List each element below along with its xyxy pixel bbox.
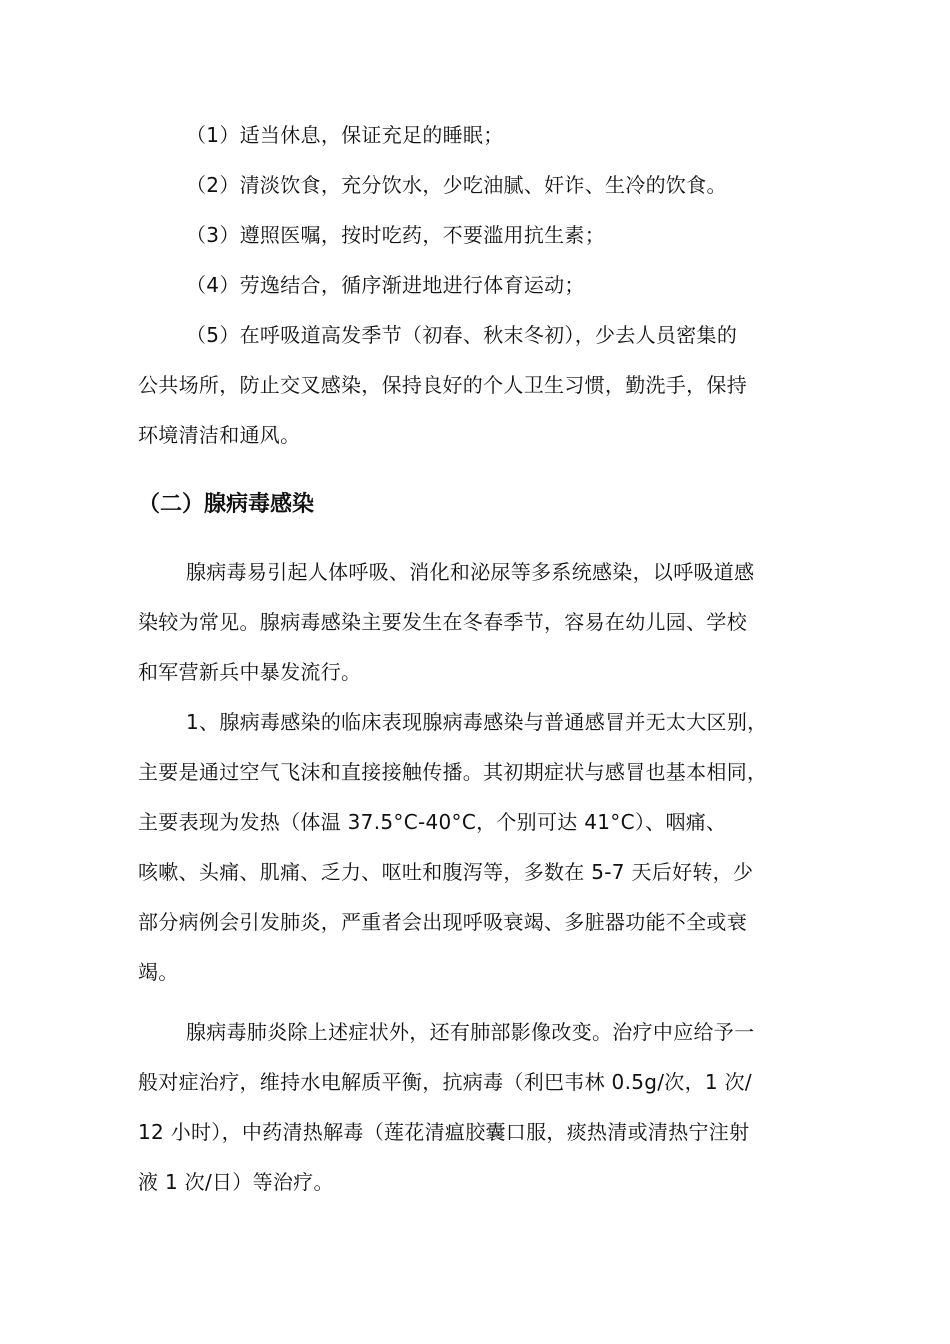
para2-line-1: 1、腺病毒感染的临床表现腺病毒感染与普通感冒并无太大区别，: [186, 710, 768, 734]
para3-line-1: 腺病毒肺炎除上述症状外，还有肺部影像改变。治疗中应给予一: [186, 1020, 755, 1044]
para2-line-5: 部分病例会引发肺炎，严重者会出现呼吸衰竭、多脏器功能不全或衰: [138, 910, 747, 934]
para2-line-3: 主要表现为发热（体温 37.5°C-40°C，个别可达 41°C）、咽痛、: [138, 810, 727, 834]
section-heading: （二）腺病毒感染: [138, 492, 315, 517]
para1-line-1: 腺病毒易引起人体呼吸、消化和泌尿等多系统感染，以呼吸道感: [186, 560, 755, 584]
para2-line-6: 竭。: [138, 960, 179, 984]
para3-line-2: 般对症治疗，维持水电解质平衡，抗病毒（利巴韦林 0.5g/次，1 次/: [138, 1070, 752, 1094]
para1-line-3: 和军营新兵中暴发流行。: [138, 660, 362, 684]
advice-item-4: （4）劳逸结合，循序渐进地进行体育运动；: [186, 273, 585, 297]
advice-item-5-line-2: 公共场所，防止交叉感染，保持良好的个人卫生习惯，勤洗手，保持: [138, 373, 747, 397]
para1-line-2: 染较为常见。腺病毒感染主要发生在冬春季节，容易在幼儿园、学校: [138, 610, 747, 634]
para2-line-4: 咳嗽、头痛、肌痛、乏力、呕吐和腹泻等，多数在 5-7 天后好转，少: [138, 860, 754, 884]
advice-item-3: （3）遵照医嘱，按时吃药，不要滥用抗生素；: [186, 223, 606, 247]
advice-item-1: （1）适当休息，保证充足的睡眠；: [186, 123, 504, 147]
advice-item-5-line-1: （5）在呼吸道高发季节（初春、秋末冬初），少去人员密集的: [186, 323, 738, 347]
clinical-manifestation-paragraph: [138, 697, 814, 997]
para2-line-2: 主要是通过空气飞沫和直接接触传播。其初期症状与感冒也基本相同，: [138, 760, 768, 784]
care-advice-list: [138, 110, 814, 460]
adenovirus-intro-paragraph: [138, 547, 814, 697]
treatment-paragraph: [138, 1007, 814, 1207]
para3-line-4: 液 1 次/日）等治疗。: [138, 1170, 334, 1194]
advice-item-2: （2）清淡饮食，充分饮水，少吃油腻、奸诈、生冷的饮食。: [186, 173, 727, 197]
advice-item-5-line-3: 环境清洁和通风。: [138, 423, 301, 447]
para3-line-3: 12 小时），中药清热解毒（莲花清瘟胶囊口服，痰热清或清热宁注射: [138, 1120, 750, 1144]
